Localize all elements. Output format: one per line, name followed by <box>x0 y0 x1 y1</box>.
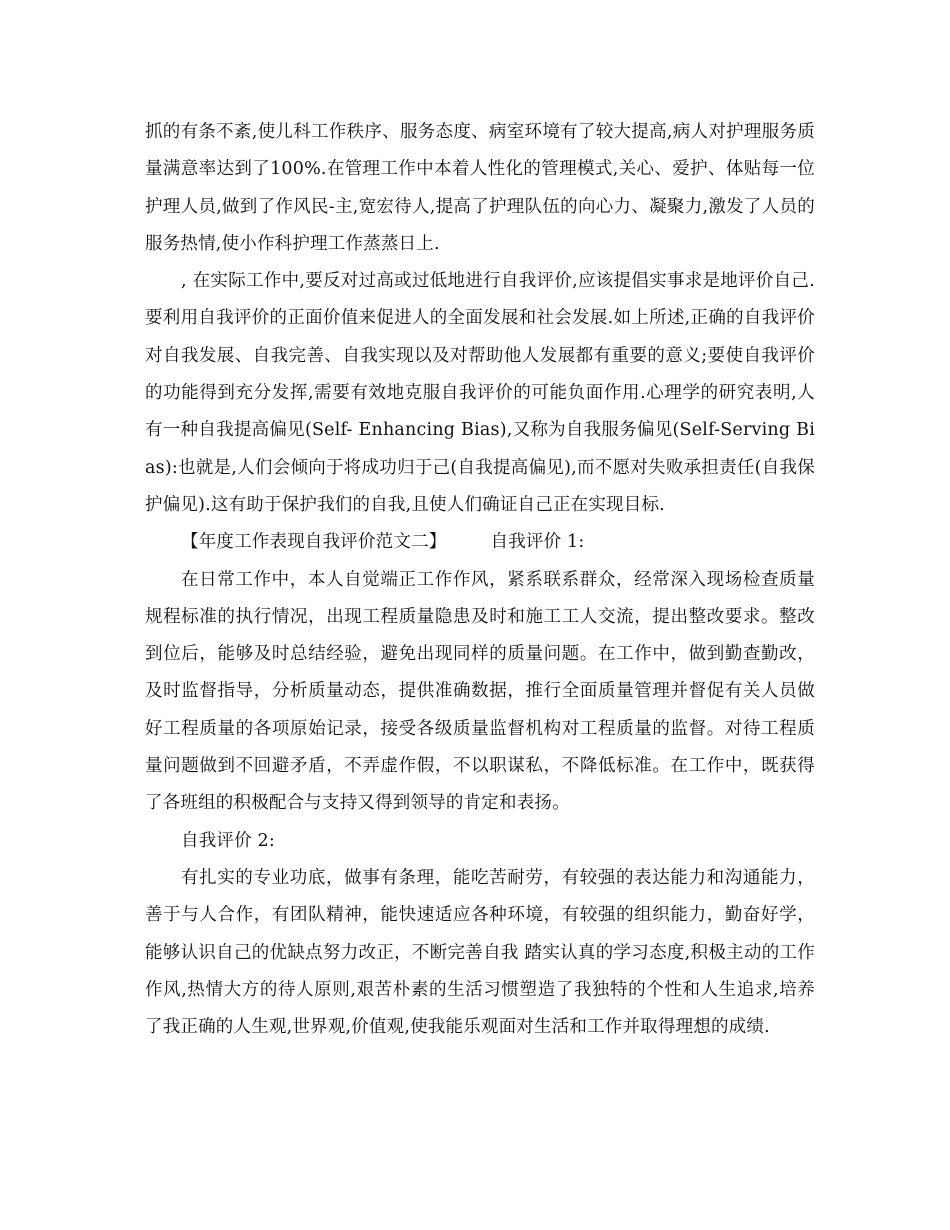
section-heading <box>145 524 815 561</box>
document-body <box>145 114 815 1046</box>
section-title: 【年度工作表现自我评价范文二】 <box>181 532 447 553</box>
section-subtitle: 自我评价 1: <box>490 532 585 553</box>
paragraph-quality-work: 在日常工作中，本人自觉端正工作作风，紧系联系群众，经常深入现场检查质量规程标准的执行情况，出现工程质量隐患及时和施工工人交流，提出整改要求。整改到位后，能够及时总结经验，避免出现同样的质量问题。在工作中，做到勤查勤改，及时监督指导，分析质量动态，提供准确数据，推行全面质量管理并督促有关人员做好工程质量的各项原始记录，接受各级质量监督机构对工程质量的监督。对待工程质量问题做到不回避矛盾，不弄虚作假，不以职谋私，不降低标准。在工作中，既获得了各班组的积极配合与支持又得到领导的肯定和表扬。 <box>145 569 815 814</box>
paragraph-self-evaluation-theory: , 在实际工作中,要反对过高或过低地进行自我评价,应该提倡实事求是地评价自己.要利用自我评价的正面价值来促进人的全面发展和社会发展.如上所述,正确的自我评价对自我发展、自我完善、自我实现以及对帮助他人发展都有重要的意义;要使自我评价的功能得到充分发挥,需要有效地克服自我评价的可能负面作用.心理学的研究表明,人有一种自我提高偏见(Self- Enhancing Bias),又称为自我服务偏见(Self-Serving Bias):也就是,人们会倾向于将成功归于己(自我提高偏见),而不愿对失败承担责任(自我保护偏见).这有助于保护我们的自我,且使人们确证自己正在实现目标. <box>145 271 815 515</box>
paragraph-pediatric-nursing: 抓的有条不紊,使儿科工作秩序、服务态度、病室环境有了较大提高,病人对护理服务质量满意率达到了100%.在管理工作中本着人性化的管理模式,关心、爱护、体贴每一位护理人员,做到了作风民-主,宽宏待人,提高了护理队伍的向心力、凝聚力,激发了人员的服务热情,使小作科护理工作蒸蒸日上. <box>145 122 815 254</box>
paragraph-personal-qualities: 有扎实的专业功底，做事有条理，能吃苦耐劳，有较强的表达能力和沟通能力，善于与人合作，有团队精神，能快速适应各种环境，有较强的组织能力，勤奋好学，能够认识自己的优缺点努力改正，不断完善自我 踏实认真的学习态度,积极主动的工作作风,热情大方的待人原则,艰苦朴素的生活习惯塑造了我独特的个性和人生追求,培养了我正确的人生观,世界观,价值观,使我能乐观面对生活和工作并取得理想的成绩. <box>145 867 815 1038</box>
paragraph-self-evaluation-2-label: 自我评价 2: <box>181 830 275 851</box>
